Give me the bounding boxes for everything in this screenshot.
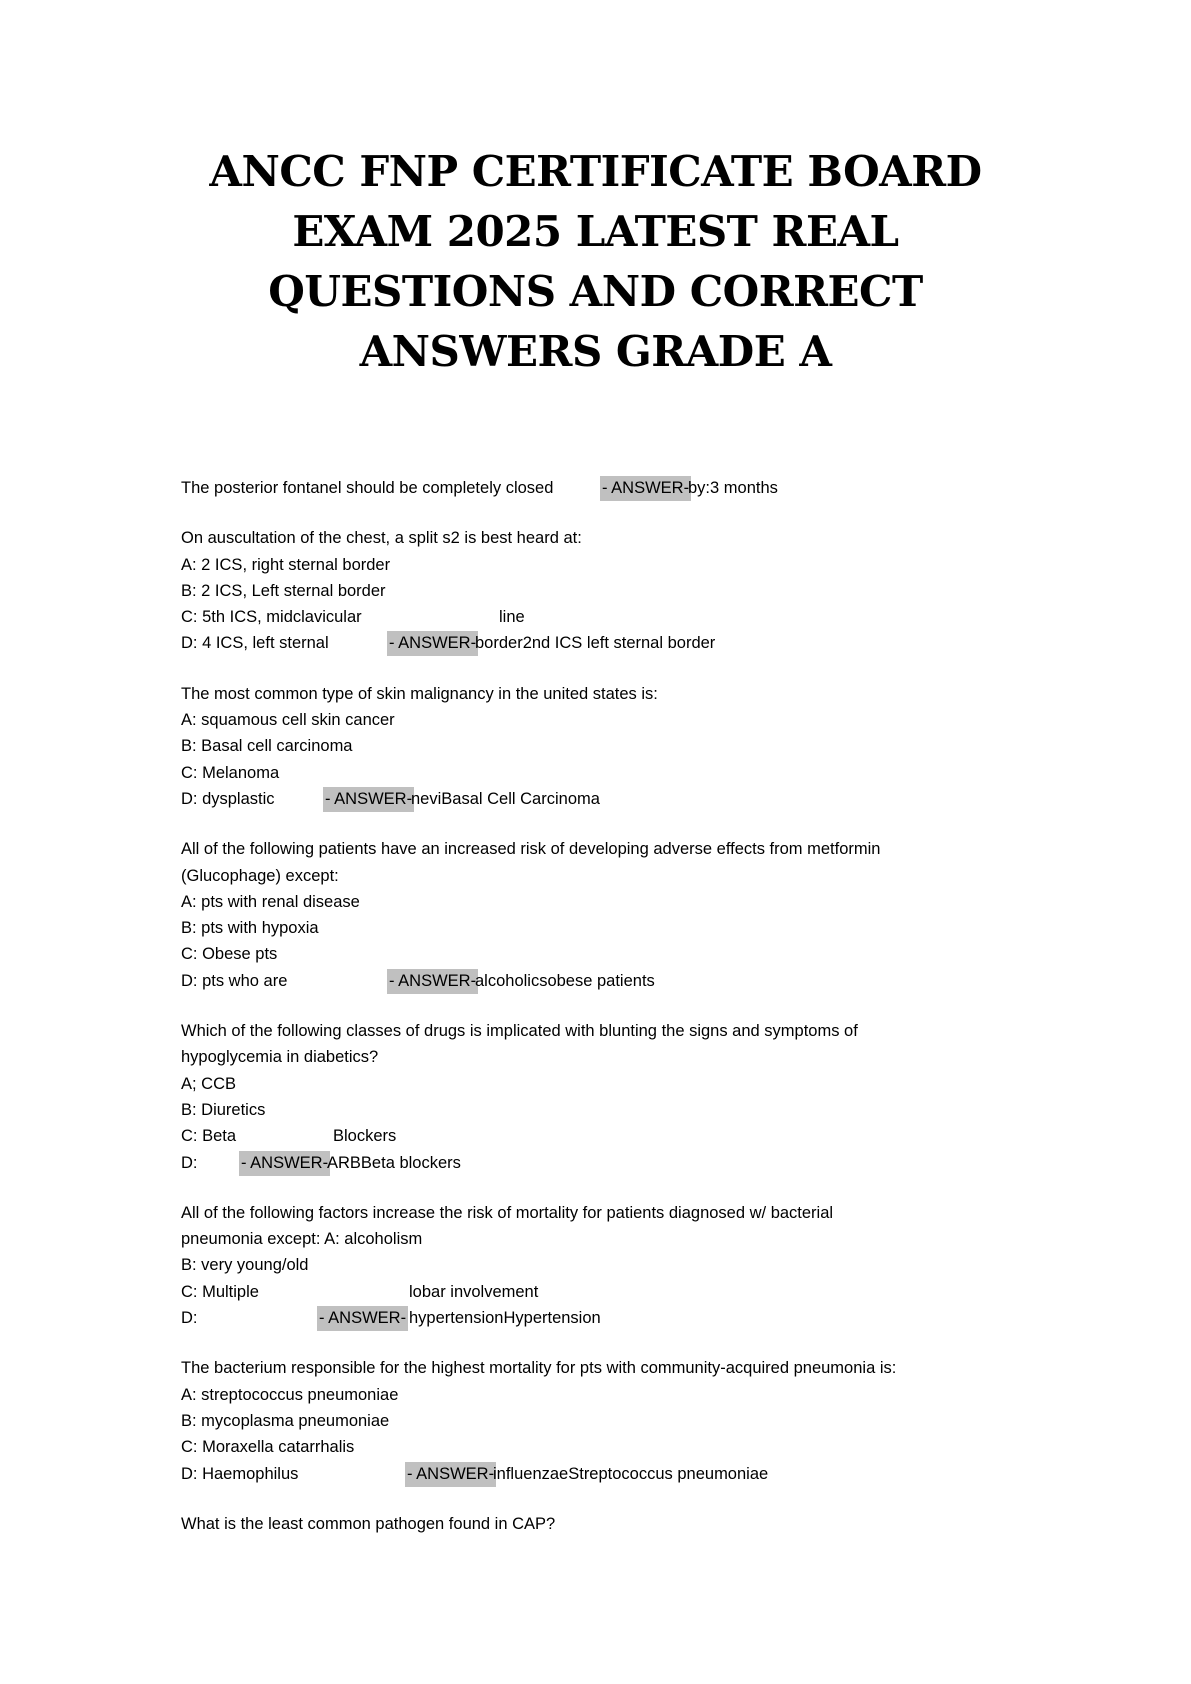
question-block — [181, 1355, 1061, 1486]
option-c — [181, 760, 1061, 786]
question-block — [181, 1018, 1061, 1176]
question-stem: All of the following patients have an increased risk of developing adverse effects from metformin — [181, 840, 881, 859]
option-text: C: Obese pts — [181, 945, 278, 964]
option-text: C: Beta — [181, 1127, 237, 1146]
option-c — [181, 941, 1061, 967]
question-text — [181, 1355, 1061, 1381]
question-stem: Which of the following classes of drugs is implicated with blunting the signs and symptoms of — [181, 1022, 858, 1041]
answer-text: alcoholicsobese patients — [475, 971, 655, 990]
option-c — [181, 1123, 1061, 1149]
question-stem: What is the least common pathogen found in CAP? — [181, 1514, 556, 1533]
option-c — [181, 1434, 1061, 1460]
option-text: C: Moraxella catarrhalis — [181, 1438, 355, 1457]
title-line: QUESTIONS AND CORRECT — [268, 267, 923, 316]
answer-text: ARBBeta blockers — [327, 1153, 461, 1172]
question-text — [181, 1018, 1061, 1044]
option-d — [181, 1305, 1061, 1331]
answer-marker: - ANSWER- — [600, 476, 691, 501]
option-text: B: mycoplasma pneumoniae — [181, 1411, 390, 1430]
option-text: B: Diuretics — [181, 1100, 266, 1119]
option-text: D: — [181, 1153, 198, 1172]
question-block — [181, 1511, 1061, 1537]
answer-text: border2nd ICS left sternal border — [475, 634, 716, 653]
option-text: D: dysplastic — [181, 789, 275, 808]
option-a — [181, 552, 1061, 578]
answer-marker: - ANSWER- — [387, 969, 478, 994]
answer-marker: - ANSWER- — [405, 1462, 496, 1487]
option-a — [181, 1382, 1061, 1408]
option-d — [181, 1150, 1061, 1176]
option-text: A: pts with renal disease — [181, 892, 360, 911]
option-text: A: squamous cell skin cancer — [181, 711, 395, 730]
question-stem: On auscultation of the chest, a split s2 is best heard at: — [181, 529, 582, 548]
answer-marker: - ANSWER- — [387, 631, 478, 656]
question-text — [181, 525, 1061, 551]
question-text — [181, 1226, 1061, 1252]
answer-marker: - ANSWER- — [317, 1306, 408, 1331]
question-text — [181, 1511, 1061, 1537]
option-text: B: 2 ICS, Left sternal border — [181, 581, 386, 600]
option-b — [181, 1408, 1061, 1434]
answer-text: influenzaeStreptococcus pneumoniae — [493, 1464, 769, 1483]
question-block — [181, 475, 1061, 501]
question-stem: The posterior fontanel should be completely closed — [181, 479, 554, 497]
option-d — [181, 1461, 1061, 1487]
option-text: D: — [181, 1309, 198, 1328]
option-continuation: lobar involvement — [409, 1282, 539, 1301]
option-d — [181, 786, 1061, 812]
option-text: D: pts who are — [181, 971, 288, 990]
question-block — [181, 1200, 1061, 1331]
question-text — [181, 1044, 1061, 1070]
question-text — [181, 1200, 1061, 1226]
question-stem: hypoglycemia in diabetics? — [181, 1048, 379, 1067]
option-c — [181, 1279, 1061, 1305]
option-b — [181, 1252, 1061, 1278]
option-text: C: Multiple — [181, 1282, 259, 1301]
option-a — [181, 889, 1061, 915]
option-text: C: 5th ICS, midclavicular — [181, 608, 362, 627]
option-text: D: Haemophilus — [181, 1464, 299, 1483]
question-text — [181, 681, 1061, 707]
question-stem: (Glucophage) except: — [181, 866, 339, 885]
answer-text: hypertensionHypertension — [409, 1309, 601, 1328]
answer-text: by:3 months — [688, 479, 778, 497]
option-text: A: streptococcus pneumoniae — [181, 1385, 399, 1404]
option-b — [181, 733, 1061, 759]
title-line: ANCC FNP CERTIFICATE BOARD — [209, 147, 982, 196]
answer-marker: - ANSWER- — [323, 787, 414, 812]
answer-text: neviBasal Cell Carcinoma — [411, 789, 600, 808]
option-d — [181, 630, 1061, 656]
option-text: B: pts with hypoxia — [181, 919, 319, 938]
option-text: B: very young/old — [181, 1256, 309, 1275]
question-block — [181, 836, 1061, 994]
question-stem: pneumonia except: A: alcoholism — [181, 1230, 423, 1249]
question-block — [181, 525, 1061, 656]
document-title — [150, 142, 1041, 382]
option-text: C: Melanoma — [181, 763, 280, 782]
option-d — [181, 968, 1061, 994]
option-text: A; CCB — [181, 1074, 237, 1093]
option-b — [181, 1097, 1061, 1123]
question-text — [181, 836, 1061, 862]
option-c — [181, 604, 1061, 630]
option-continuation: Blockers — [333, 1127, 397, 1146]
question-stem: All of the following factors increase the risk of mortality for patients diagnosed w/ bacterial — [181, 1203, 834, 1222]
option-b — [181, 915, 1061, 941]
option-text: A: 2 ICS, right sternal border — [181, 555, 391, 574]
option-text: D: 4 ICS, left sternal — [181, 634, 329, 653]
question-stem: The most common type of skin malignancy in the united states is: — [181, 684, 658, 703]
question-text — [181, 475, 1061, 501]
question-text — [181, 863, 1061, 889]
title-line: ANSWERS GRADE A — [359, 327, 832, 376]
option-text: B: Basal cell carcinoma — [181, 737, 353, 756]
answer-marker: - ANSWER- — [239, 1151, 330, 1176]
option-continuation: line — [499, 608, 525, 627]
question-list — [181, 475, 1061, 1537]
question-block — [181, 681, 1061, 812]
title-line: EXAM 2025 LATEST REAL — [292, 207, 899, 256]
option-a — [181, 1071, 1061, 1097]
question-stem: The bacterium responsible for the highest mortality for pts with community-acquired pneumonia is: — [181, 1359, 897, 1378]
option-a — [181, 707, 1061, 733]
option-b — [181, 578, 1061, 604]
